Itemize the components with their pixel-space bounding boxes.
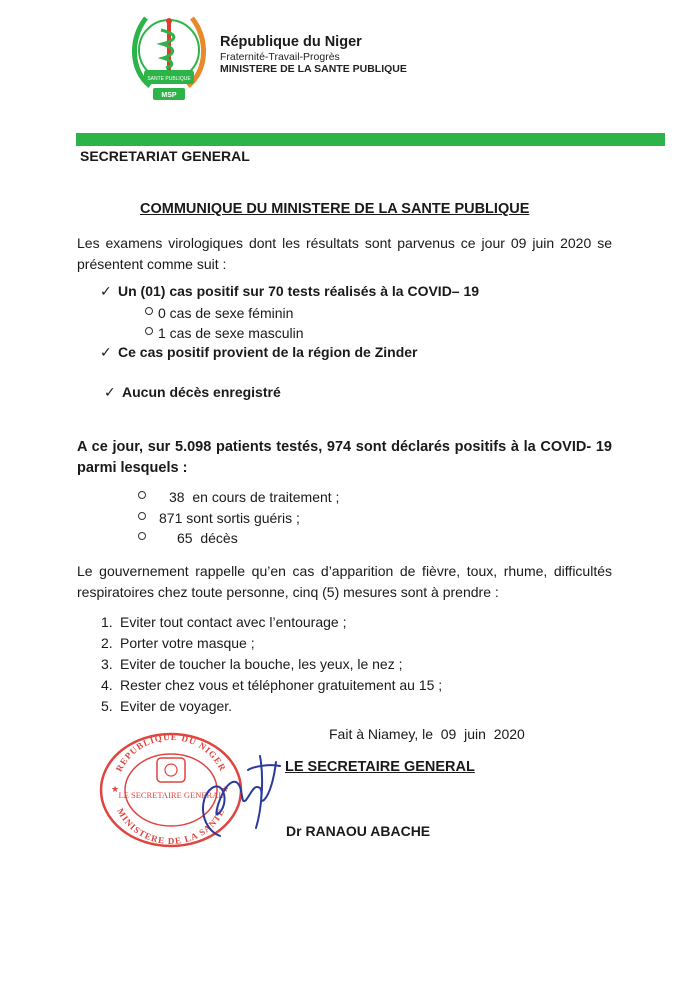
advice-paragraph: Le gouvernement rappelle qu’en cas d’apparition de fièvre, toux, rhume, difficultés respiratoires chez toute personne, cinq (5) mesures sont à prendre : (77, 563, 612, 600)
totals-paragraph: A ce jour, sur 5.098 patients testés, 974 sont déclarés positifs à la COVID- 19 parmi lesquels : (77, 439, 612, 476)
list-text: Porter votre masque ; (120, 635, 255, 651)
list-item (101, 675, 442, 696)
sub-item-male (144, 324, 304, 341)
list-text: Eviter tout contact avec l’entourage ; (120, 614, 347, 630)
checkmark-icon: ✓ (100, 283, 112, 299)
document-title: COMMUNIQUE DU MINISTERE DE LA SANTE PUBLIQUE (140, 201, 530, 217)
circle-bullet-icon (137, 488, 151, 502)
list-item (101, 633, 442, 654)
logo-badge: MSP (161, 92, 177, 99)
letterhead (220, 34, 407, 75)
circle-bullet-icon (137, 529, 151, 543)
circle-bullet-icon (144, 304, 158, 318)
recovered-count: 871 (159, 510, 183, 526)
circle-bullet-icon (137, 509, 151, 523)
list-text: Rester chez vous et téléphoner gratuitement au 15 ; (120, 677, 443, 693)
stat-deaths (137, 529, 238, 546)
list-item (101, 612, 442, 633)
sub-item-female (144, 304, 293, 321)
recovered-label: sont sortis guéris ; (186, 510, 300, 526)
svg-text:SANTE PUBLIQUE: SANTE PUBLIQUE (147, 76, 191, 82)
measures-list (101, 612, 442, 717)
deaths-text: Aucun décès enregistré (122, 384, 281, 400)
green-divider-band (76, 133, 665, 146)
list-text: Eviter de voyager. (120, 698, 233, 714)
origin-text: Ce cas positif provient de la région de Zinder (118, 344, 418, 360)
deaths-label: décès (200, 530, 238, 546)
circle-bullet-icon (144, 324, 158, 338)
list-number: 3. (101, 656, 113, 672)
list-item (101, 654, 442, 675)
stamp-bottom-text: MINISTERE DE LA SANTE (115, 806, 227, 847)
checkmark-icon: ✓ (100, 344, 112, 360)
intro-paragraph: Les examens virologiques dont les résultats sont parvenus ce jour 09 juin 2020 se présentent comme suit : (77, 235, 612, 272)
treatment-count: 38 (169, 489, 185, 505)
national-motto: Fraternité-Travail-Progrès (220, 50, 340, 63)
place-and-date: Fait à Niamey, le 09 juin 2020 (329, 726, 525, 742)
positive-text: Un (01) cas positif sur 70 tests réalisés à la COVID– 19 (118, 283, 480, 299)
list-item (101, 696, 442, 717)
female-text: 0 cas de sexe féminin (158, 305, 294, 321)
ministry-logo (126, 8, 212, 106)
list-text: Eviter de toucher la bouche, les yeux, le nez ; (120, 656, 403, 672)
list-number: 5. (101, 698, 113, 714)
list-number: 1. (101, 614, 113, 630)
ministry-name: MINISTERE DE LA SANTE PUBLIQUE (220, 62, 407, 75)
stamp-center-text: LE SECRETAIRE GENERAL (118, 790, 224, 800)
deaths-count: 65 (177, 530, 193, 546)
list-number: 4. (101, 677, 113, 693)
stat-recovered (137, 509, 300, 526)
male-text: 1 cas de sexe masculin (158, 325, 304, 341)
checkmark-icon: ✓ (104, 384, 116, 400)
list-number: 2. (101, 635, 113, 651)
svg-text:★: ★ (111, 784, 120, 794)
stat-treatment (137, 488, 339, 505)
handwritten-signature (190, 748, 284, 844)
svg-text:★: ★ (221, 784, 230, 794)
signatory-title: LE SECRETAIRE GENERAL (285, 759, 475, 775)
treatment-label: en cours de traitement ; (192, 489, 340, 505)
department-label: SECRETARIAT GENERAL (80, 148, 250, 164)
country-name: République du Niger (220, 34, 362, 50)
signatory-name: Dr RANAOU ABACHE (286, 823, 431, 839)
check-item-deaths (104, 384, 281, 401)
check-item-positive (100, 283, 479, 300)
check-item-origin (100, 344, 418, 361)
stamp-top-text: REPUBLIQUE DU NIGER (113, 731, 229, 774)
